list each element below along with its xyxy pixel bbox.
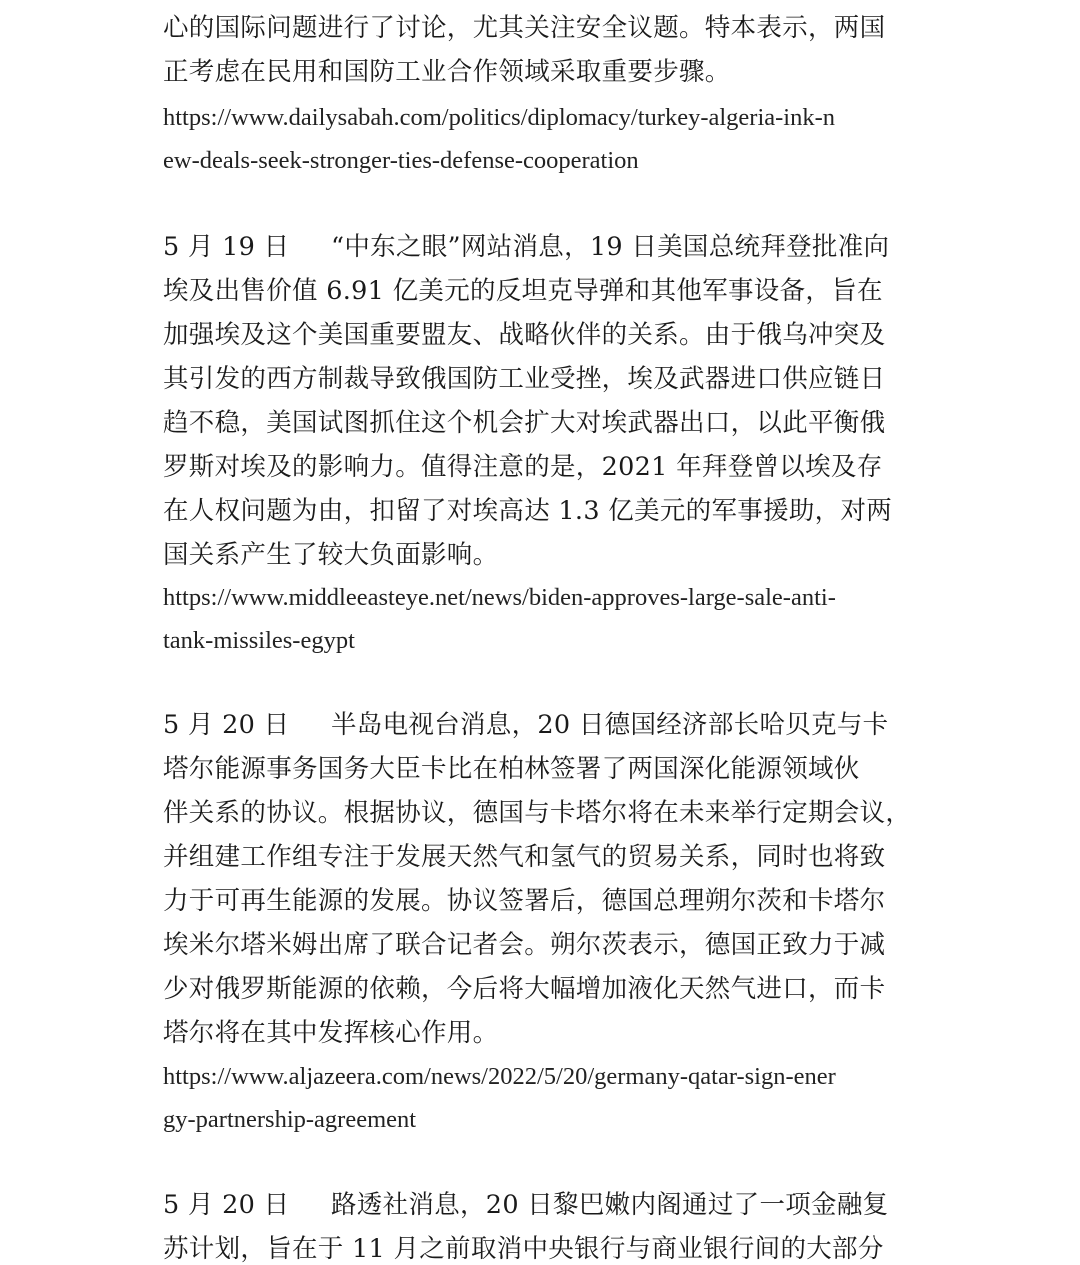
entry-first-line: [163, 703, 923, 747]
entry-date: 5 月 19 日: [163, 232, 290, 262]
paragraph-line: 趋不稳，美国试图抓住这个机会扩大对埃武器出口，以此平衡俄: [163, 408, 886, 438]
paragraph-line: 埃米尔塔米姆出席了联合记者会。朔尔茨表示，德国正致力于减: [163, 930, 886, 960]
entry-text: 路透社消息，20 日黎巴嫩内阁通过了一项金融复: [331, 1190, 889, 1220]
entry-text: “中东之眼”网站消息，19 日美国总统拜登批准向: [331, 232, 890, 262]
source-url-line[interactable]: gy-partnership-agreement: [163, 1106, 417, 1133]
source-url-line[interactable]: tank-missiles-egypt: [163, 627, 355, 654]
paragraph-line: 加强埃及这个美国重要盟友、战略伙伴的关系。由于俄乌冲突及: [163, 320, 886, 350]
paragraph-line: 塔尔将在其中发挥核心作用。: [163, 1018, 499, 1048]
paragraph-line: 并组建工作组专注于发展天然气和氢气的贸易关系，同时也将致: [163, 842, 886, 872]
entry-first-line: [163, 1183, 923, 1227]
paragraph-line: 心的国际问题进行了讨论，尤其关注安全议题。特本表示，两国: [163, 13, 886, 43]
paragraph-line: 伴关系的协议。根据协议，德国与卡塔尔将在未来举行定期会议，: [163, 798, 912, 828]
paragraph-line: 在人权问题为由，扣留了对埃高达 1.3 亿美元的军事援助，对两: [163, 496, 893, 526]
paragraph-line: 埃及出售价值 6.91 亿美元的反坦克导弹和其他军事设备，旨在: [163, 276, 883, 306]
source-url-line[interactable]: https://www.aljazeera.com/news/2022/5/20/germany-qatar-sign-ener: [163, 1063, 836, 1090]
paragraph-line: 正考虑在民用和国防工业合作领域采取重要步骤。: [163, 57, 731, 87]
entry-text: 半岛电视台消息，20 日德国经济部长哈贝克与卡: [331, 710, 889, 740]
paragraph-line: 塔尔能源事务国务大臣卡比在柏林签署了两国深化能源领域伙: [163, 754, 860, 784]
paragraph-line: 苏计划，旨在于 11 月之前取消中央银行与商业银行间的大部分: [163, 1234, 884, 1264]
entry-date: 5 月 20 日: [163, 1190, 290, 1220]
entry-first-line: [163, 225, 923, 269]
entry-date: 5 月 20 日: [163, 710, 290, 740]
paragraph-line: 少对俄罗斯能源的依赖，今后将大幅增加液化天然气进口，而卡: [163, 974, 886, 1004]
paragraph-line: 力于可再生能源的发展。协议签署后，德国总理朔尔茨和卡塔尔: [163, 886, 886, 916]
paragraph-line: 罗斯对埃及的影响力。值得注意的是，2021 年拜登曾以埃及存: [163, 452, 883, 482]
source-url-line[interactable]: ew-deals-seek-stronger-ties-defense-cooperation: [163, 147, 639, 174]
paragraph-line: 其引发的西方制裁导致俄国防工业受挫，埃及武器进口供应链日: [163, 364, 886, 394]
paragraph-line: 国关系产生了较大负面影响。: [163, 540, 499, 570]
source-url-line[interactable]: https://www.middleeasteye.net/news/biden-approves-large-sale-anti-: [163, 584, 836, 611]
source-url-line[interactable]: https://www.dailysabah.com/politics/diplomacy/turkey-algeria-ink-n: [163, 104, 836, 131]
